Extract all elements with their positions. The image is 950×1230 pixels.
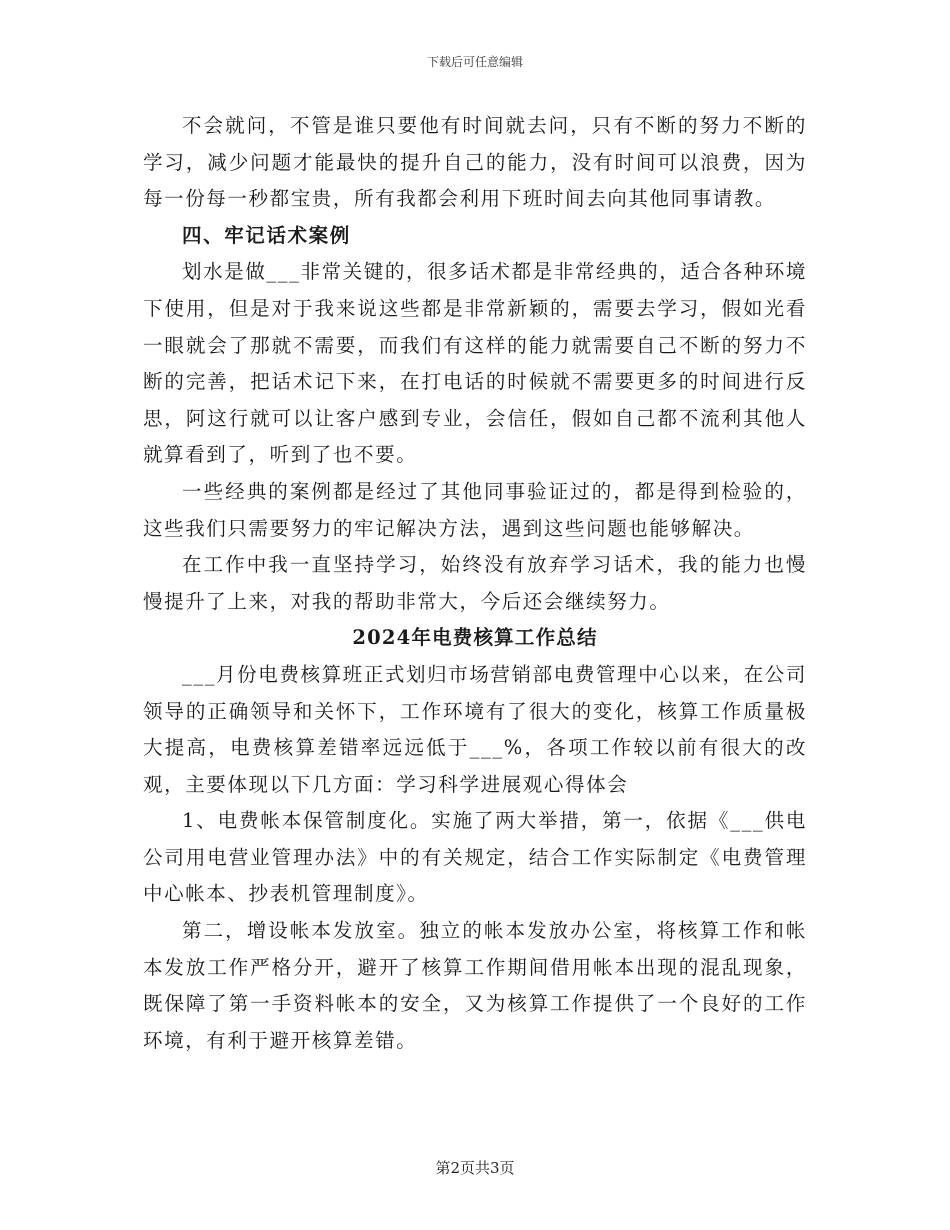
- paragraph-memorize-scripts: 划水是做___非常关键的，很多话术都是非常经典的，适合各种环境下使用，但是对于我来说这些都是非常新颖的，需要去学习，假如光看一眼就会了那就不需要，而我们有这样的能力就需要自己不断的努力不断的完善，把话术记下来，在打电话的时候就不需要更多的时间进行反思，阿这行就可以让客户感到专业，会信任，假如自己都不流利其他人就算看到了，听到了也不要。: [143, 260, 807, 467]
- document-title: 2024年电费核算工作总结: [352, 626, 598, 650]
- paragraph-classic-cases: 一些经典的案例都是经过了其他同事验证过的，都是得到检验的，这些我们只需要努力的牢记解决方法，遇到这些问题也能够解决。: [143, 479, 807, 540]
- page-header: 下载后可任意编辑: [426, 55, 523, 69]
- page-footer: 第2页共3页: [435, 1159, 515, 1177]
- paragraph-ledger-room: 第二，增设帐本发放室。独立的帐本发放办公室，将核算工作和帐本发放工作严格分开，避开了核算工作期间借用帐本出现的混乱现象，既保障了第一手资料帐本的安全，又为核算工作提供了一个良好的工作环境，有利于避开核算差错。: [143, 919, 807, 1052]
- document-body: [143, 108, 807, 1059]
- paragraph-summary-intro: ___月份电费核算班正式划归市场营销部电费管理中心以来，在公司领导的正确领导和关怀下，工作环境有了很大的变化，核算工作质量极大提高，电费核算差错率远远低于___%，各项工作较以前有很大的改观，主要体现以下几方面：学习科学进展观心得体会: [143, 662, 807, 796]
- paragraph-keep-learning: 在工作中我一直坚持学习，始终没有放弃学习话术，我的能力也慢慢提升了上来，对我的帮助非常大，今后还会继续努力。: [143, 553, 807, 613]
- section-heading-scripts: 四、牢记话术案例: [182, 223, 351, 247]
- paragraph-ask-questions: 不会就问，不管是谁只要他有时间就去问，只有不断的努力不断的学习，减少问题才能最快的提升自己的能力，没有时间可以浪费，因为每一份每一秒都宝贵，所有我都会利用下班时间去向其他同事请教。: [143, 114, 807, 211]
- paragraph-ledger-system: 1、电费帐本保管制度化。实施了两大举措，第一，依据《___供电公司用电营业管理办法》中的有关规定，结合工作实际制定《电费管理中心帐本、抄表机管理制度》。: [143, 809, 807, 906]
